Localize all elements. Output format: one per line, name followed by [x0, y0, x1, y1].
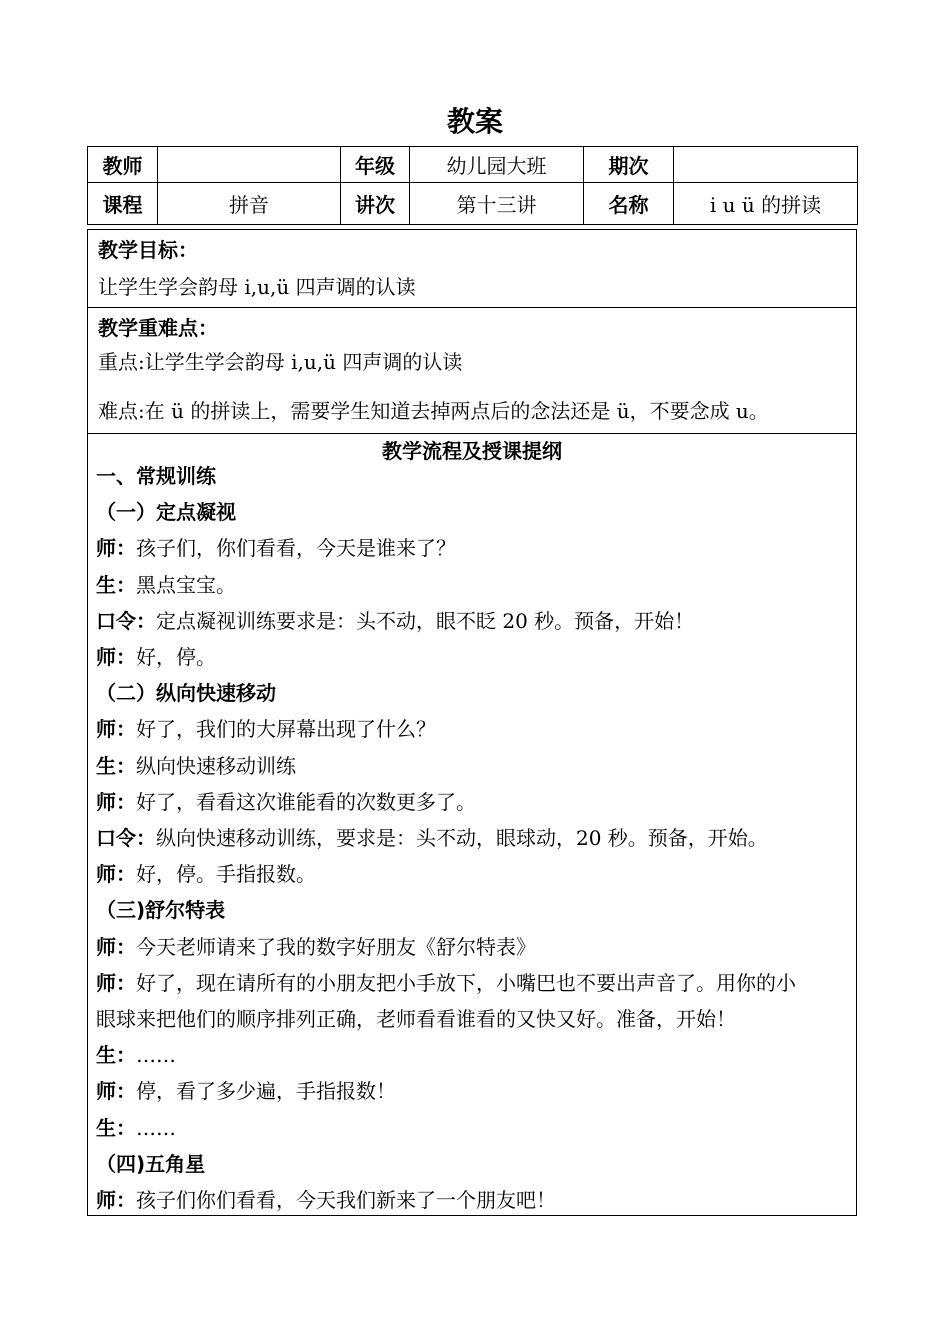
process-line: [96, 1112, 176, 1141]
process-line-speaker: 师：: [96, 1188, 136, 1212]
lecture-label: 讲次: [341, 183, 410, 225]
process-line-text: 眼球来把他们的顺序排列正确，老师看看谁看的又快又好。准备，开始！: [96, 1007, 736, 1031]
process-line-speaker: 生：: [96, 1043, 136, 1068]
process-line-text: ……: [136, 1043, 176, 1068]
process-line-speaker: （二）纵向快速移动: [96, 681, 276, 706]
process-line: [96, 713, 436, 742]
process-line-text: ……: [136, 1115, 176, 1140]
teacher-value: [158, 147, 341, 183]
process-line-text: 定点凝视训练要求是：头不动，眼不眨 20 秒。预备，开始！: [156, 608, 695, 633]
process-line-text: 孩子们，你们看看，今天是谁来了？: [136, 536, 456, 561]
process-line: [96, 1075, 396, 1104]
process-line-speaker: 师：: [96, 862, 136, 887]
process-line-speaker: （三)舒尔特表: [96, 898, 226, 923]
process-line-speaker: 师：: [96, 934, 136, 959]
process-line: [96, 894, 225, 923]
process-line-text: 纵向快速移动训练: [136, 753, 296, 778]
process-line: [96, 1148, 205, 1177]
lecture-value: 第十三讲: [410, 183, 584, 225]
key-point-text: 重点:让学生学会韵母 i,u,ü 四声调的认读: [98, 350, 463, 374]
course-value: 拼音: [158, 183, 341, 225]
course-label: 课程: [88, 183, 158, 225]
process-line-speaker: 生：: [96, 753, 136, 778]
process-line-text: 好了，看看这次谁能看的次数更多了。: [136, 789, 476, 814]
process-line-speaker: 师：: [96, 717, 136, 742]
process-line-speaker: （一）定点凝视: [96, 500, 236, 525]
process-line: [96, 822, 768, 851]
process-heading: 教学流程及授课提纲: [382, 439, 562, 463]
process-line: [96, 605, 694, 634]
name-label: 名称: [584, 183, 674, 225]
process-line: [96, 677, 276, 706]
grade-label: 年级: [341, 147, 410, 183]
goals-text: 让学生学会韵母 i,u,ü 四声调的认读: [98, 275, 416, 299]
process-line-speaker: 一、常规训练: [96, 464, 216, 488]
process-line: [96, 786, 476, 815]
document-title: 教案: [446, 105, 503, 138]
teacher-label: 教师: [88, 147, 158, 183]
process-line: [96, 496, 236, 525]
process-line: [96, 931, 536, 960]
process-line-text: 好了，现在请所有的小朋友把小手放下，小嘴巴也不要出声音了。用你的小: [136, 970, 796, 995]
process-line: [96, 1184, 556, 1213]
process-line-speaker: 生：: [96, 572, 136, 597]
process-line-speaker: 师：: [96, 1079, 136, 1104]
process-line-text: 好，停。手指报数。: [136, 862, 316, 887]
process-line-speaker: 生：: [96, 1115, 136, 1140]
process-line-text: 孩子们你们看看，今天我们新来了一个朋友吧！: [136, 1188, 556, 1212]
issue-label: 期次: [584, 147, 674, 183]
goals-section: [87, 229, 857, 308]
process-line-text: 纵向快速移动训练，要求是：头不动，眼球动，20 秒。预备，开始。: [156, 826, 768, 850]
process-line-speaker: 师：: [96, 970, 136, 995]
process-line: [96, 460, 216, 489]
process-line-text: 今天老师请来了我的数字好朋友《舒尔特表》: [136, 934, 536, 959]
meta-row-2: [88, 183, 858, 225]
meta-row-1: [88, 147, 858, 183]
goals-heading: 教学目标：: [98, 238, 198, 262]
process-line: [96, 532, 456, 561]
process-line: [96, 641, 216, 670]
process-line: [96, 750, 296, 779]
process-line-text: 好了，我们的大屏幕出现了什么？: [136, 717, 436, 742]
process-line-speaker: （四)五角星: [96, 1151, 206, 1176]
process-line: [96, 1003, 736, 1032]
process-line-speaker: 师：: [96, 789, 136, 814]
process-line: [96, 967, 796, 996]
process-line-speaker: 口令：: [96, 608, 156, 633]
grade-value: 幼儿园大班: [410, 147, 584, 183]
key-points-section: [87, 307, 857, 434]
process-section: [87, 433, 857, 1216]
process-line-text: 黑点宝宝。: [136, 572, 236, 597]
process-line-text: 好，停。: [136, 645, 216, 669]
process-line: [96, 1039, 176, 1068]
key-points-heading: 教学重难点：: [98, 316, 218, 340]
process-line: [96, 858, 316, 887]
difficulty-text: 难点:在 ü 的拼读上，需要学生知道去掉两点后的念法还是 ü，不要念成 u。: [98, 399, 769, 423]
issue-value: [674, 147, 858, 183]
process-line-speaker: 口令：: [96, 826, 156, 850]
process-line-speaker: 师：: [96, 536, 136, 561]
lesson-meta-table: [87, 146, 858, 225]
name-value: i u ü 的拼读: [674, 183, 858, 225]
process-line-speaker: 师：: [96, 645, 136, 669]
process-line: [96, 569, 236, 598]
process-line-text: 停，看了多少遍，手指报数！: [136, 1079, 396, 1104]
